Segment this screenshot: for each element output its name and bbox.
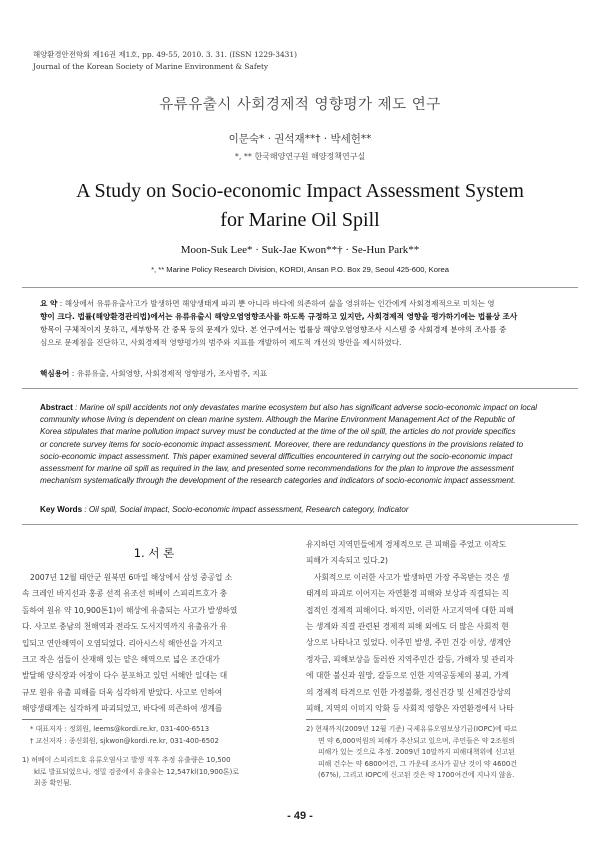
keywords-korean-value: : 유류유출, 사회영향, 사회경제적 영향평가, 조사범주, 지표 — [69, 369, 268, 378]
title-korean: 유류유출시 사회경제적 영향평가 제도 연구 — [159, 97, 441, 113]
left-column-line: 크고 작은 섬들이 산재해 있는 얕은 해역으로 넓은 조간대가 — [22, 655, 220, 665]
footnote-line: kl로 발표되었으나, 정밀 검증에서 유출유는 12,547kl(10,900톤)로 — [34, 767, 240, 776]
abstract-korean — [40, 297, 558, 349]
footnote-rule-right — [306, 719, 386, 720]
footnote-line: † 교신저자 : 종신회원, sjkwon@kordi.re.kr, 031-400-6502 — [30, 736, 219, 745]
journal-header — [33, 49, 297, 73]
footnote-line: 피해가 있는 것으로 추정. 2009년 10말까지 피해대책위에 신고된 — [318, 748, 515, 756]
right-column-line: 의 경제적 타격으로 인한 가정불화, 정신건강 및 신체건강상의 — [306, 687, 512, 697]
abstract-english-line: Abstract : Marine oil spill accidents not only devastates marine ecosystem but also has significant adverse socio-economic impact on local — [40, 403, 538, 412]
right-column-line: 정자금, 피해보상을 둘러싼 지역주민간 갈등, 가해자 및 관리자 — [306, 654, 514, 664]
right-column-line: 는 생계와 직결 관련된 경제적 피해 외에도 더 많은 사회적 현 — [306, 622, 509, 632]
title-english-line2: for Marine Oil Spill — [220, 209, 380, 231]
footnote-line: 1) 허베이 스피리트호 유류오염사고 발생 직후 추정 유출량은 10,500 — [22, 756, 231, 764]
footnote-line: 면 약 6,000억원의 피해가 추산되고 있으며, 주민들은 약 2조원의 — [318, 736, 515, 745]
authors-english: Moon-Suk Lee* · Suk-Jae Kwon**† · Se-Hun Park** — [180, 244, 420, 256]
abstract-rule — [22, 388, 578, 389]
affiliation-korean: *, ** 한국해양연구원 해양정책연구실 — [234, 152, 366, 161]
left-column-line: 규모 원유 유출 피해를 더욱 심각하게 받았다. 사고로 인하여 — [22, 687, 223, 697]
keywords-english — [40, 503, 558, 516]
abstract-english-line: socio-economic impact assessment. This paper examined several difficulties encountered in carrying out the socio-economic impact — [40, 451, 513, 461]
abstract-english — [40, 402, 558, 487]
abstract-english-line: community whose living is dependent on clean marine system. Although the Marine Environment Management Act of the Republic of — [40, 415, 515, 425]
abstract-english-label: Abstract — [40, 403, 73, 412]
keywords-korean — [40, 367, 558, 380]
footnote-rule-left — [22, 719, 102, 720]
right-column-line: 상으로 나타나고 있었다. 이주민 발생, 주민 건강 이상, 생계안 — [306, 638, 512, 648]
body-rule — [22, 524, 578, 525]
keywords-english-label: Key Words — [40, 505, 83, 514]
right-column-line: 접적인 경제적 피해이다. 하지만, 이러한 사고지역에 대한 피해 — [306, 605, 514, 615]
footnote-line: 최종 확인됨. — [34, 779, 72, 787]
affiliation-english: *, ** Marine Policy Research Division, KORDI, Ansan P.O. Box 29, Seoul 425-600, Korea — [151, 265, 449, 274]
abstract-korean-line: 향이 크다. 법률(해양환경관리법)에서는 유류유출시 해양오염영향조사를 하도록 규정하고 있지만, 사회경제적 영향을 평가하기에는 법률상 조사 — [40, 312, 518, 321]
section-title: 1. 서 론 — [133, 546, 175, 560]
keywords-english-value: : Oil spill, Social impact, Socio-economic impact assessment, Research category, Indicator — [84, 505, 409, 514]
footnote-line: (67%), 그리고 IOPC에 신고된 것은 약 1700여건에 지나지 않음. — [318, 771, 515, 779]
left-column-line: 발달해 양식장과 어장이 다수 분포하고 있던 서해안 일대는 대 — [22, 671, 228, 681]
abstract-english-line: Korea stipulates that marine pollution impact survey must be conducted at the time of the oil spill, the articles do not provide specifics — [40, 427, 516, 437]
journal-header-line2: Journal of the Korean Society of Marine Environment & Safety — [33, 62, 269, 71]
right-column-line: 피해, 지역의 이미지 악화 등 사회적 영향은 자연환경에서 나타 — [306, 704, 514, 714]
abstract-english-line: assessment for marine oil spill as required in the law, and presented some recommendations for the plan to improve the assessment — [40, 464, 514, 474]
authors-korean: 이문숙* · 권석재**† · 박세헌** — [228, 133, 372, 145]
abstract-english-line: mechanism systematically through the development of the research categories and indicators of socio-economic impact assessment. — [40, 476, 516, 486]
left-column-line: 속 크레인 바지선과 홍콩 선적 유조선 허베이 스피리트호가 충 — [22, 589, 228, 599]
footnotes-right — [306, 724, 578, 782]
abstract-korean-line: 항목이 구체적이지 못하고, 세부항목 간 중복 등의 문제가 있다. 본 연구에서는 법률상 해양오염영향조사 시스템 중 사회경제 분야의 조사를 중 — [40, 325, 507, 334]
title-english — [0, 177, 600, 235]
footnote-line: 피해 건수는 약 6800여건, 그 가운데 조사가 끝난 것이 약 4600건 — [318, 759, 517, 768]
left-column-line: 2007년 12월 태안군 원북면 6마일 해상에서 삼성 중공업 소 — [30, 573, 233, 582]
footnote-line: 2) 현재까지(2009년 12월 기준) 국제유류오염보상기금(IOPC)에 따르 — [306, 725, 518, 733]
keywords-korean-label: 핵심용어 — [40, 369, 70, 378]
left-column-line: 입되고 연안해역이 오염되었다. 리아시스식 해안선을 가지고 — [22, 638, 223, 648]
left-column-line: 해양생태계는 심각하게 파괴되었고, 바다에 의존하여 생계를 — [22, 704, 223, 714]
abstract-korean-line: 요 약 : 해상에서 유류유출사고가 발생하면 해양생태계 파괴 뿐 아니라 바다에 의존하여 삶을 영위하는 인간에게 사회경제적으로 미치는 영 — [40, 299, 495, 308]
footnote-line: * 대표저자 : 정회원, leems@kordi.re.kr, 031-400-6513 — [30, 725, 210, 733]
left-column — [22, 570, 286, 718]
footnotes-left — [22, 724, 292, 790]
left-column-line: 돌하여 원유 약 10,900톤1)이 해상에 유출되는 사고가 발생하였 — [22, 605, 238, 615]
left-column-line: 다. 사고로 충남의 천해역과 전라도 도서지역까지 유출유가 유 — [22, 622, 228, 632]
abstract-korean-label: 요 약 — [40, 299, 58, 308]
right-column-line: 유지하던 지역민들에게 경제적으로 큰 피해를 주었고 이작도 — [306, 540, 507, 549]
journal-header-line1: 해양환경안전학회 제16권 제1호, pp. 49-55, 2010. 3. 31. (ISSN 1229-3431) — [33, 50, 297, 59]
title-english-line1: A Study on Socio-economic Impact Assessment System — [76, 180, 524, 202]
page-number: - 49 - — [287, 810, 313, 822]
right-column-line: 태계의 파괴로 이어지는 자연환경 피해와 보상과 직결되는 직 — [306, 589, 509, 599]
right-column-line: 에 대한 불신과 원망, 갈등으로 인한 지역공동체의 붕괴, 가계 — [306, 671, 509, 681]
right-column-line: 피해가 지속되고 있다.2) — [306, 556, 389, 566]
right-column — [306, 537, 578, 717]
right-column-line: 사회적으로 이러한 사고가 발생하면 가장 주목받는 것은 생 — [314, 572, 510, 582]
abstract-english-line: or concrete survey items for socio-economic impact assessment. Moreover, there are redundancy questions in the provisions related to — [40, 439, 524, 449]
abstract-korean-line: 심으로 문제점을 진단하고, 사회경제적 영향평가의 범주와 지표를 개발하여 제도적 개선의 방안을 제시하였다. — [40, 338, 402, 347]
top-rule — [22, 287, 578, 288]
